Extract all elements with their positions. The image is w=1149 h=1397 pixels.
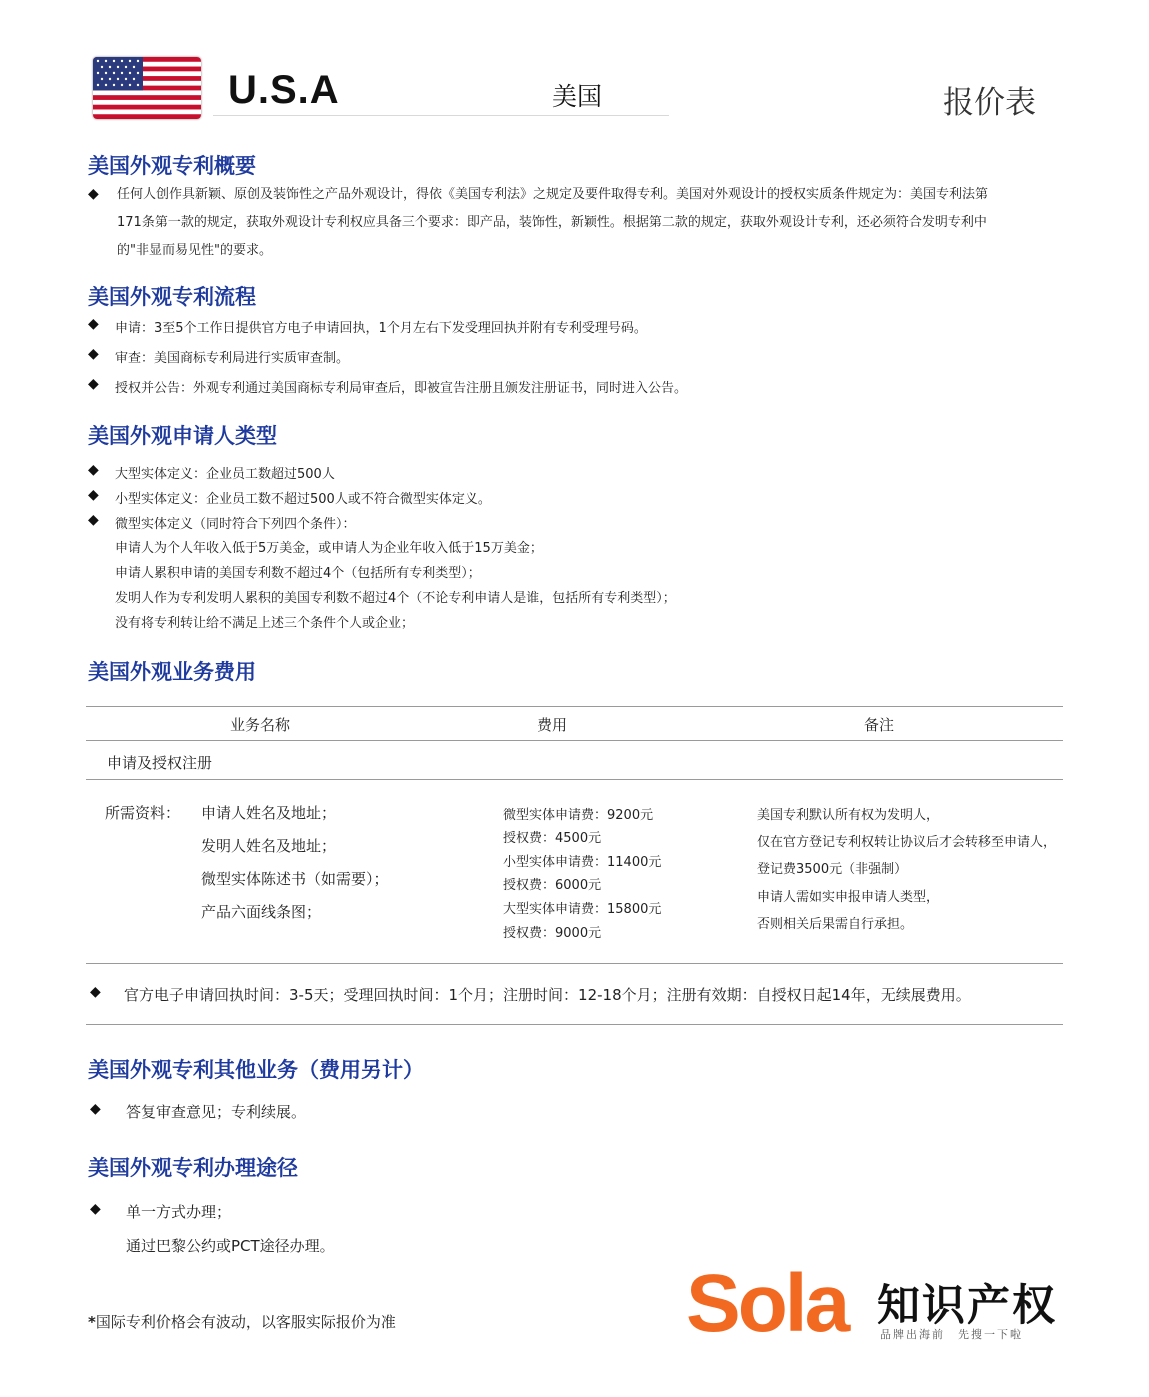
materials-label: 所需资料： [105, 804, 181, 822]
brand-chinese-name: 知识产权 [877, 1281, 1057, 1331]
overview-paragraph [117, 181, 1067, 265]
material-item: 微型实体陈述书（如需要）； [201, 870, 389, 888]
process-item: 授权并公告：外观专利通过美国商标专利局审查后，即被宣告注册且颁发注册证书，同时进入公告。 [115, 381, 688, 396]
fee-category: 申请及授权注册 [107, 754, 213, 772]
fee-item: 授权费：6000元 [503, 878, 602, 893]
process-item: 审查：美国商标专利局进行实质审查制。 [115, 351, 350, 366]
bullet-icon: ◆ [88, 376, 99, 392]
footnote-text: 国际专利价格会有波动，以客服实际报价为准 [95, 1313, 396, 1331]
bullet-icon: ◆ [90, 984, 101, 1000]
bullet-icon: ◆ [88, 462, 99, 478]
channels-heading: 美国外观专利办理途径 [88, 1156, 298, 1180]
column-header-fee: 费用 [537, 716, 568, 734]
channel-item: 单一方式办理； [126, 1203, 232, 1221]
table-top-rule [86, 706, 1063, 707]
micro-entity-condition: 申请人为个人年收入低于5万美金，或申请人为企业年收入低于15万美金； [115, 541, 543, 556]
micro-entity-condition: 申请人累积申请的美国专利数不超过4个（包括所有专利类型）； [115, 566, 481, 581]
brand-slogan: 品牌出海前 先搜一下啦 [880, 1328, 1023, 1341]
country-code: U.S.A [228, 68, 340, 112]
bullet-icon: ◆ [90, 1101, 101, 1117]
applicant-type-item: 微型实体定义（同时符合下列四个条件）： [115, 517, 356, 532]
micro-entity-condition: 没有将专利转让给不满足上述三个条件个人或企业； [115, 616, 415, 631]
applicant-type-item: 小型实体定义：企业员工数不超过500人或不符合微型实体定义。 [115, 492, 491, 507]
table-category-rule [86, 779, 1063, 780]
price-footnote [88, 1311, 396, 1332]
fee-item: 微型实体申请费：9200元 [503, 808, 654, 823]
table-bottom-rule [86, 1024, 1063, 1025]
timeline-text: 官方电子申请回执时间：3-5天；受理回执时间：1个月；注册时间：12-18个月；注册有效期：自授权日起14年，无续展费用。 [124, 986, 971, 1004]
table-body-rule [86, 963, 1063, 964]
fee-item: 授权费：4500元 [503, 831, 602, 846]
channel-item: 通过巴黎公约或PCT途径办理。 [126, 1237, 335, 1255]
remark-line: 美国专利默认所有权为发明人， [757, 808, 940, 823]
applicant-type-item: 大型实体定义：企业员工数超过500人 [115, 467, 335, 482]
column-header-service: 业务名称 [230, 716, 291, 734]
overview-line: 任何人创作具新颖、原创及装饰性之产品外观设计，得依《美国专利法》之规定及要件取得专利。美国对外观设计的授权实质条件规定为：美国专利法第 [117, 187, 989, 202]
process-heading: 美国外观专利流程 [88, 285, 256, 309]
material-item: 产品六面线条图； [201, 903, 322, 921]
bullet-icon: ◆ [88, 346, 99, 362]
sola-logo: Sola [686, 1258, 848, 1349]
remark-line: 否则相关后果需自行承担。 [757, 917, 914, 932]
bullet-icon: ◆ [88, 512, 99, 528]
overview-line: 的"非显而易见性"的要求。 [117, 243, 272, 258]
column-header-remarks: 备注 [864, 716, 895, 734]
fee-item: 授权费：9000元 [503, 926, 602, 941]
footnote-asterisk: * [88, 1313, 96, 1331]
remark-line: 申请人需如实申报申请人类型， [757, 890, 940, 905]
remark-line: 登记费3500元（非强制） [757, 862, 908, 877]
overview-line: 171条第一款的规定，获取外观设计专利权应具备三个要求：即产品，装饰性，新颖性。根据第二款的规定，获取外观设计专利，还必须符合发明专利中 [117, 215, 987, 230]
fee-item: 小型实体申请费：11400元 [503, 855, 662, 870]
other-services-item: 答复审查意见；专利续展。 [126, 1103, 307, 1121]
document-type: 报价表 [943, 85, 1036, 121]
applicant-types-heading: 美国外观申请人类型 [88, 424, 277, 448]
table-header-rule [86, 740, 1063, 741]
country-name: 美国 [552, 82, 603, 111]
other-services-heading: 美国外观专利其他业务（费用另计） [88, 1058, 424, 1082]
material-item: 申请人姓名及地址； [201, 804, 337, 822]
bullet-icon: ◆ [90, 1201, 101, 1217]
fees-heading: 美国外观业务费用 [88, 660, 256, 684]
micro-entity-condition: 发明人作为专利发明人累积的美国专利数不超过4个（不论专利申请人是谁，包括所有专利类型）； [115, 591, 676, 606]
remark-line: 仅在官方登记专利权转让协议后才会转移至申请人， [757, 835, 1057, 850]
bullet-icon: ◆ [88, 487, 99, 503]
process-item: 申请：3至5个工作日提供官方电子申请回执，1个月左右下发受理回执并附有专利受理号码。 [115, 321, 647, 336]
bullet-icon: ◆ [88, 316, 99, 332]
overview-heading: 美国外观专利概要 [88, 154, 256, 178]
usa-flag-icon [93, 57, 201, 119]
header-divider [213, 115, 669, 116]
material-item: 发明人姓名及地址； [201, 837, 337, 855]
bullet-icon: ◆ [88, 186, 99, 202]
fee-item: 大型实体申请费：15800元 [503, 902, 662, 917]
